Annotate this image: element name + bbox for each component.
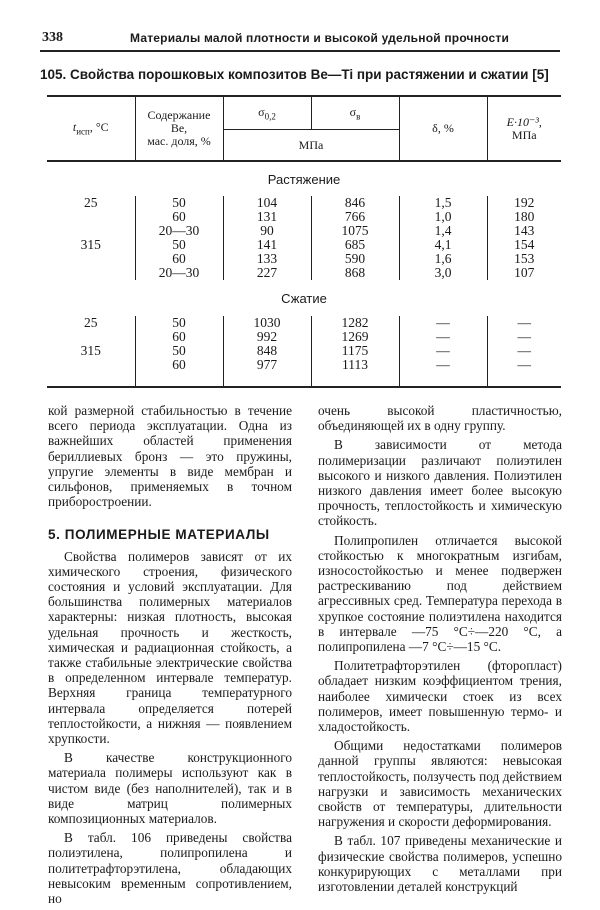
cell: —: [517, 357, 531, 372]
cell: 3,0: [434, 265, 452, 280]
paragraph: В зависимости от метода полимеризации различают полиэтилен высокого и низкого давления. Полиэтилен низкого давления имеет более высокую прочность, теплостойкость и химическую стойкость.: [318, 437, 562, 529]
cell: 1175: [341, 343, 369, 358]
cell: 133: [256, 251, 278, 266]
tension-modulus: [487, 196, 561, 280]
sigmaB-subscript: в: [356, 111, 361, 122]
cell: 60: [172, 251, 186, 266]
cell: —: [517, 329, 531, 344]
modulus-label-1: E·10⁻³,: [506, 114, 542, 129]
section-title-tension: Растяжение: [267, 171, 341, 187]
col-header-modulus: [487, 96, 561, 161]
content-label-2: Be,: [170, 121, 188, 135]
cell: 50: [172, 315, 186, 330]
col-header-delta: δ, %: [399, 96, 487, 161]
cell: 1269: [341, 329, 369, 344]
cell: 1282: [341, 315, 369, 330]
cell: 315: [80, 343, 101, 358]
sigma02-symbol: σ: [258, 104, 265, 119]
cell: 50: [172, 195, 186, 210]
cell: 685: [344, 237, 366, 252]
cell: 1,5: [434, 195, 452, 210]
cell: 848: [256, 343, 278, 358]
tension-content: [135, 196, 223, 280]
running-title: Материалы малой плотности и высокой удельной прочности: [130, 31, 510, 45]
col-header-content: [135, 96, 223, 161]
temp-unit: , °С: [89, 120, 109, 135]
cell: —: [436, 343, 450, 358]
cell: 1030: [253, 315, 281, 330]
sigma02-subscript: 0,2: [264, 111, 276, 122]
left-column: [48, 403, 292, 906]
cell: —: [436, 357, 450, 372]
cell: 1,0: [434, 209, 452, 224]
cell: 90: [260, 223, 274, 238]
cell: 25: [84, 315, 98, 330]
cell: 180: [514, 209, 535, 224]
cell: 192: [514, 195, 535, 210]
cell: 1113: [342, 357, 368, 372]
cell: 25: [84, 195, 98, 210]
cell: 1,6: [434, 251, 452, 266]
cell: 590: [344, 251, 366, 266]
cell: 4,1: [434, 237, 452, 252]
cell: 766: [344, 209, 366, 224]
cell: 107: [514, 265, 535, 280]
properties-table: [47, 95, 561, 388]
compression-temps: [47, 316, 135, 387]
cell: 141: [256, 237, 278, 252]
content-label-3: мас. доля, %: [147, 134, 211, 148]
col-header-mpa: МПа: [223, 130, 399, 162]
compression-sigmaB: [311, 316, 399, 387]
tension-sigmaB: [311, 196, 399, 280]
cell: 60: [172, 209, 186, 224]
tension-temps: [47, 196, 135, 280]
cell: 50: [172, 237, 186, 252]
paragraph: В качестве конструкционного материала полимеры используют как в чистом виде (без наполнителей), так и в виде матриц полимерных композиционных материалов.: [48, 750, 292, 827]
section-heading: 5. ПОЛИМЕРНЫЕ МАТЕРИАЛЫ: [48, 527, 270, 543]
cell: 868: [344, 265, 366, 280]
right-column: [318, 403, 562, 894]
col-header-sigma02: [223, 96, 311, 130]
paragraph: очень высокой пластичностью, объединяющей их в одну группу.: [318, 403, 562, 434]
page-header: [40, 24, 560, 52]
cell: 977: [256, 357, 278, 372]
paragraph: Политетрафторэтилен (фторопласт) обладает низким коэффициентом трения, наиболее химически стоек из всех полимеров, имеет повышенную термо- и хладостойкость.: [318, 658, 562, 735]
cell: —: [517, 343, 531, 358]
cell: 227: [256, 265, 278, 280]
cell: 153: [514, 251, 535, 266]
page-number: 338: [42, 30, 63, 45]
paragraph: В табл. 107 приведены механические и физические свойства полимеров, успешно конкурирующих с металлами при изготовлении деталей конструкций: [318, 833, 562, 895]
compression-content: [135, 316, 223, 387]
paragraph: Свойства полимеров зависят от их химического строения, физического состояния и условий эксплуатации. Для большинства полимерных материалов характерны: низкая плотность, высокая удельная прочность и жесткость, химическая и радиационная стойкость, а также стабильные электрические свойства в определенном интервале температур. Верхняя граница температурного интервала определяется потерей теплостойкости, а нижняя — появлением хрупкости.: [48, 548, 292, 747]
cell: 992: [256, 329, 278, 344]
cell: 846: [344, 195, 366, 210]
table-caption: 105. Свойства порошковых композитов Be—Ti при растяжении и сжатии [5]: [40, 67, 549, 82]
cell: 1075: [341, 223, 369, 238]
cell: 1,4: [434, 223, 452, 238]
cell: 20—30: [158, 223, 200, 238]
cell: —: [436, 315, 450, 330]
cell: 20—30: [158, 265, 200, 280]
cell: 60: [172, 357, 186, 372]
tension-sigma02: [223, 196, 311, 280]
cell: 315: [80, 237, 101, 252]
section-title-compression: Сжатие: [281, 290, 327, 306]
cell: 143: [514, 223, 535, 238]
col-header-temp: [47, 96, 135, 161]
content-label-1: Содержание: [147, 108, 211, 122]
cell: —: [436, 329, 450, 344]
cell: —: [517, 315, 531, 330]
temp-symbol: t: [72, 120, 77, 135]
compression-delta: [399, 316, 487, 387]
cell: 154: [514, 237, 535, 252]
paragraph: Общими недостатками полимеров данной группы являются: невысокая теплостойкость, ползучесть под действием нагрузки и зависимость механических свойств от температуры, длительности нагружения и скорости деформирования.: [318, 738, 562, 830]
temp-subscript: исп: [76, 126, 90, 137]
tension-data: [47, 196, 561, 280]
cell: 131: [256, 209, 278, 224]
sigmaB-symbol: σ: [349, 104, 357, 119]
cell: 60: [172, 329, 186, 344]
cell: 50: [172, 343, 186, 358]
tension-delta: [399, 196, 487, 280]
compression-modulus: [487, 316, 561, 387]
paragraph: В табл. 106 приведены свойства полиэтилена, полипропилена и политетрафторэтилена, обладающих невысоким временным сопротивлением, но: [48, 830, 292, 907]
modulus-label-2: МПа: [511, 127, 537, 142]
col-header-sigmaB: [311, 96, 399, 130]
paragraph: Полипропилен отличается высокой стойкостью к многократным изгибам, износостойкостью и менее подвержен растрескиванию под действием агрессивных сред. Температура перехода в хрупкое состояние полиэтилена находится в интервале —75 °С÷—220 °С, а полипропилена —7 °С÷—15 °С.: [318, 532, 562, 655]
paragraph: кой размерной стабильностью в течение всего периода эксплуатации. Одна из важнейших областей применения бериллиевых бронз — это пружины, упругие элементы в виде мембран и сильфонов, применяемых в точном приборостроении.: [48, 403, 292, 510]
compression-sigma02: [223, 316, 311, 387]
cell: 104: [256, 195, 278, 210]
compression-data: [47, 316, 561, 387]
